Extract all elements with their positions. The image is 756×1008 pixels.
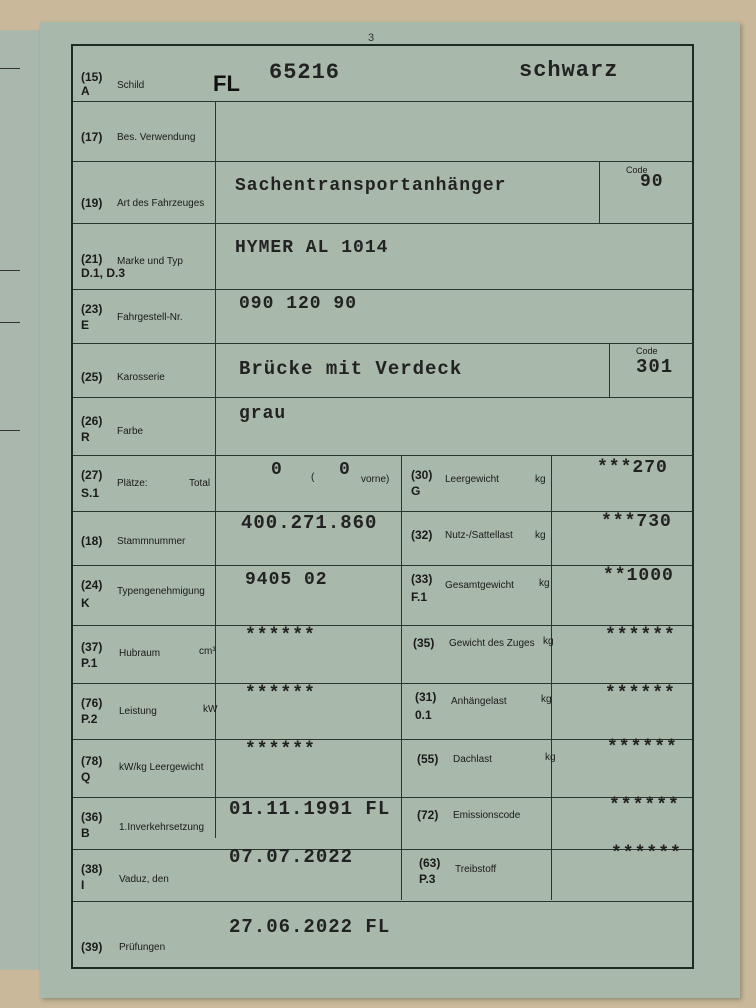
field-number: (31) [415,690,437,704]
adjacent-page [0,30,41,970]
field-unit: kg [535,530,546,541]
field-label: Leistung [119,706,157,717]
plate-color: schwarz [519,58,619,83]
field-number: (25) [81,370,103,384]
field-number: (55) [417,752,439,766]
registration-document-page [40,22,740,998]
field-number: (15) [81,70,103,84]
payload-value: ***730 [601,512,672,532]
power-value: ****** [245,684,316,704]
plate-number: 65216 [269,60,341,85]
field-label: Nutz-/Sattellast [445,530,513,541]
field-number: (27) [81,468,103,482]
field-code: A [81,84,90,98]
field-code: S.1 [81,486,100,500]
field-label: Emissionscode [453,810,521,821]
field-number: (76) [81,696,103,710]
code-box [599,162,695,223]
field-label: Prüfungen [119,942,166,953]
field-unit: kg [541,694,552,705]
chassis-number-value: 090 120 90 [239,294,358,314]
field-label: Fahrgestell-Nr. [117,312,183,323]
power-weight-value: ****** [245,740,316,760]
code-value: 90 [640,172,664,192]
field-number: (17) [81,130,103,144]
paren-open: ( [311,472,315,483]
field-label-total: Total [189,478,211,489]
field-label: Hubraum [119,648,161,659]
field-code: G [411,484,421,498]
field-code: I [81,878,85,892]
fuel-value: ****** [611,844,682,864]
field-label: Farbe [117,426,144,437]
vehicle-type-value: Sachentransportanhänger [235,176,507,196]
field-number: (33) [411,572,433,586]
row-37-35 [73,626,692,684]
field-number: (63) [419,856,441,870]
row-23-chassis-number [73,290,692,344]
field-label: kW/kg Leergewicht [119,762,204,773]
field-number: (72) [417,808,439,822]
empty-weight-value: ***270 [597,458,668,478]
rule-line [0,270,20,271]
field-label: Bes. Verwendung [117,132,196,143]
row-25-body [73,344,692,398]
inspection-value: 27.06.2022 FL [229,916,391,938]
field-label: Stammnummer [117,536,186,547]
trailer-load-value: ****** [605,684,676,704]
plate-prefix: FL [213,71,240,96]
row-76-31 [73,684,692,740]
field-number: (35) [413,636,435,650]
master-number-value: 400.271.860 [241,512,378,534]
field-label: Anhängelast [451,696,507,707]
rule-line [0,430,20,431]
row-27-30 [73,456,692,512]
field-code: K [81,596,90,610]
field-code: B [81,826,90,840]
row-18-32 [73,512,692,566]
field-label: Typengenehmigung [117,586,205,597]
field-number: (78) [81,754,103,768]
field-number: (18) [81,534,103,548]
displacement-value: ****** [245,626,316,646]
field-code: 0.1 [415,708,432,722]
field-number: (23) [81,302,103,316]
body-value: Brücke mit Verdeck [239,358,463,380]
field-number: (37) [81,640,103,654]
registration-form [71,44,694,969]
field-label: Karosserie [117,372,165,383]
field-code: F.1 [411,590,428,604]
field-code: R [81,430,90,444]
row-38-63 [73,844,692,902]
field-number: (39) [81,940,103,954]
code-box [609,344,695,397]
color-value: grau [239,404,287,424]
field-code: P.3 [419,872,436,886]
field-code: Q [81,770,91,784]
code-label: Code [636,346,658,356]
field-number: (19) [81,196,103,210]
field-number: (21) [81,252,103,266]
row-26-color [73,398,692,456]
train-weight-value: ****** [605,626,676,646]
field-label: Plätze: [117,478,148,489]
row-24-33 [73,566,692,626]
field-unit: kg [539,578,550,589]
row-21-make-model [73,224,692,290]
field-number: (38) [81,862,103,876]
field-label: 1.Inverkehrsetzung [119,822,205,833]
seats-total-value: 0 [271,460,283,480]
field-number: (24) [81,578,103,592]
field-label: Schild [117,80,145,91]
field-label: Gewicht des Zuges [449,638,535,649]
field-unit: kg [543,636,554,647]
field-label: Vaduz, den [119,874,169,885]
field-number: (32) [411,528,433,542]
rule-line [0,322,20,323]
field-unit: kg [545,752,556,763]
field-label: Marke und Typ [117,256,183,267]
code-value: 301 [636,356,674,378]
row-36-72 [73,798,692,850]
field-label: Treibstoff [455,864,497,875]
row-39-inspections [73,902,692,969]
code-label: Code [626,165,648,175]
emission-code-value: ****** [609,796,680,816]
field-number: (36) [81,810,103,824]
row-78-55 [73,740,692,798]
seats-front-value: 0 [339,460,351,480]
row-17-special-use [73,102,692,162]
field-code: P.1 [81,656,98,670]
field-label: Leergewicht [445,474,499,485]
field-number: (26) [81,414,103,428]
field-unit: kg [535,474,546,485]
row-15-plate [73,46,692,102]
rule-line [0,68,20,69]
field-code: P.2 [81,712,98,726]
field-code: D.1, D.3 [81,266,126,280]
field-unit: cm³ [199,646,216,657]
field-label: Gesamtgewicht [445,580,514,591]
paren-close-label: vorne) [361,474,390,485]
page-number: 3 [368,32,375,44]
roof-load-value: ****** [607,738,678,758]
first-registration-value: 01.11.1991 FL [229,798,391,820]
make-model-value: HYMER AL 1014 [235,238,389,258]
field-label: Dachlast [453,754,492,765]
field-number: (30) [411,468,433,482]
field-code: E [81,318,90,332]
field-unit: kW [203,704,218,715]
total-weight-value: **1000 [603,566,674,586]
type-approval-value: 9405 02 [245,570,328,590]
row-19-vehicle-type [73,162,692,224]
field-label: Art des Fahrzeuges [117,198,205,209]
issue-date-value: 07.07.2022 [229,846,354,868]
